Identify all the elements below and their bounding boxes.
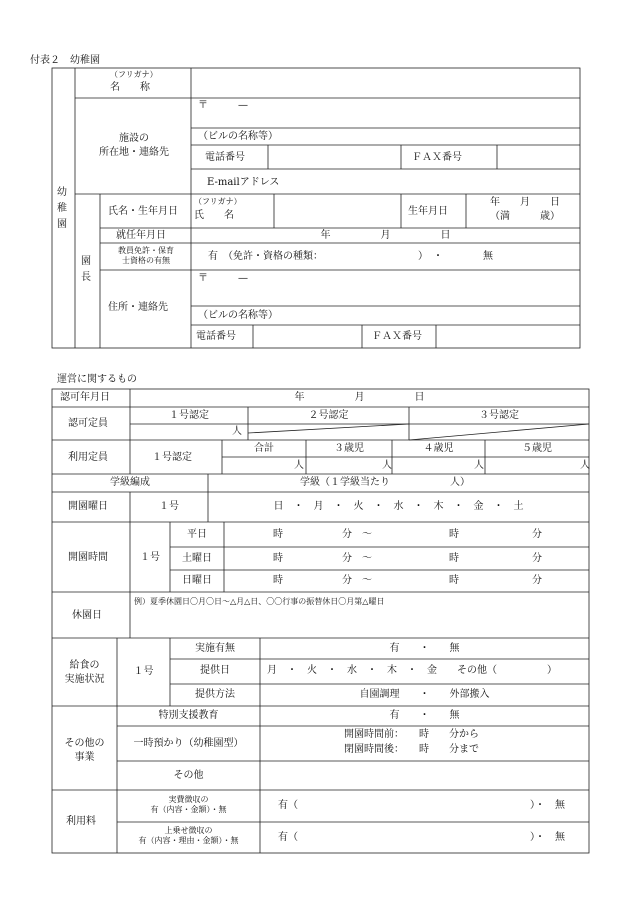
sunday-end-hour[interactable]: 時: [449, 575, 459, 586]
director-building-field[interactable]: （ビルの名称等）: [198, 310, 278, 321]
usage-age3-label: ３歳児: [334, 443, 364, 454]
weekday-start-hour[interactable]: 時: [273, 529, 283, 540]
extra-fee-field[interactable]: 有（: [278, 832, 298, 843]
extra-fee-label: 上乗せ徴収の 有（内容・理由・金額）・無: [138, 826, 239, 845]
class-field[interactable]: 学級（１学級当たり 人）: [300, 477, 470, 488]
other-field[interactable]: [262, 763, 588, 789]
sunday-label: 日曜日: [182, 575, 212, 586]
weekday-label: 平日: [187, 529, 207, 540]
facility-tel-field[interactable]: [270, 146, 400, 168]
kindergarten-vertical-label: 幼稚園: [57, 187, 67, 230]
director-dob-field[interactable]: 年 月 日: [490, 197, 560, 208]
meal-days-label: 提供日: [200, 665, 230, 676]
usage-total-unit: 人: [294, 460, 304, 471]
extra-fee-end: ）・ 無: [530, 832, 565, 843]
sunday-start-hour[interactable]: 時: [273, 575, 283, 586]
saturday-label: 土曜日: [182, 553, 212, 564]
weekday-end-minute[interactable]: 分: [532, 529, 542, 540]
weekday-end-hour[interactable]: 時: [449, 529, 459, 540]
director-name-label: 氏 名: [194, 210, 234, 221]
director-fax-label: ＦＡＸ番号: [372, 331, 422, 342]
saturday-end-minute[interactable]: 分: [532, 553, 542, 564]
director-fax-field[interactable]: [438, 326, 579, 347]
capacity-cert3-label: ３号認定: [479, 410, 519, 421]
meal-method-field[interactable]: 自園調理 ・ 外部搬入: [359, 689, 490, 700]
facility-tel-label: 電話番号: [205, 152, 245, 163]
facility-email-label: E-mailアドレス: [207, 177, 280, 188]
director-start-label: 就任年月日: [116, 230, 166, 241]
name-label: 名 称: [110, 82, 150, 93]
facility-building-field[interactable]: （ビルの名称等）: [198, 131, 278, 142]
director-start-field[interactable]: 年 月 日: [320, 230, 451, 241]
director-license-field[interactable]: 有 （免許・資格の種類： ） ・ 無: [208, 251, 493, 262]
facility-fax-field[interactable]: [499, 146, 579, 168]
saturday-start-minute[interactable]: 分 ～: [342, 553, 372, 564]
facility-postal-field[interactable]: 〒 —: [198, 100, 248, 111]
director-vertical-label: 園長: [81, 256, 91, 283]
usage-label: 利用定員: [68, 452, 108, 463]
open-days-cert: １号: [159, 501, 179, 512]
approval-date-field[interactable]: 年 月 日: [294, 392, 425, 403]
actual-cost-end: ）・ 無: [530, 800, 565, 811]
name-furigana-label: （フリガナ）: [110, 70, 158, 79]
actual-cost-field[interactable]: 有（: [278, 800, 298, 811]
meal-method-label: 提供方法: [195, 689, 235, 700]
director-postal-field[interactable]: 〒 —: [198, 273, 248, 284]
open-days-label: 開園曜日: [68, 501, 108, 512]
sunday-start-minute[interactable]: 分 ～: [342, 575, 372, 586]
usage-cert-label: １号認定: [152, 452, 192, 463]
facility-fax-label: ＦＡＸ番号: [412, 152, 462, 163]
usage-age5-unit: 人: [580, 460, 590, 471]
sunday-end-minute[interactable]: 分: [532, 575, 542, 586]
meal-days-field[interactable]: 月 ・ 火 ・ 水 ・ 木 ・ 金 その他（ ）: [267, 665, 557, 676]
meal-impl-field[interactable]: 有 ・ 無: [389, 643, 460, 654]
operation-heading: 運営に関するもの: [57, 374, 137, 385]
open-days-field[interactable]: 日 ・ 月 ・ 火 ・ 水 ・ 木 ・ 金 ・ 土: [273, 501, 524, 512]
director-age-field[interactable]: （満 歳）: [490, 211, 560, 222]
capacity-cert2-label: ２号認定: [308, 410, 349, 421]
weekday-start-minute[interactable]: 分 ～: [342, 529, 372, 540]
usage-age3-unit: 人: [382, 460, 392, 471]
usage-total-label: 合計: [254, 443, 274, 454]
usage-age4-unit: 人: [474, 460, 484, 471]
capacity-label: 認可定員: [68, 418, 108, 429]
capacity-cert1-unit: 人: [232, 426, 242, 437]
other-business-label: その他の 事業: [64, 738, 105, 763]
closed-label: 休園日: [72, 610, 102, 621]
usage-age5-label: ５歳児: [522, 443, 552, 454]
director-license-label: 教員免許・保育 士資格の有無: [118, 246, 174, 265]
saturday-start-hour[interactable]: 時: [273, 553, 283, 564]
approval-date-label: 認可年月日: [60, 392, 110, 403]
capacity-cert1-label: １号認定: [169, 410, 209, 421]
meal-label: 給食の 実施状況: [64, 660, 105, 685]
special-ed-label: 特別支援教育: [158, 710, 219, 721]
director-tel-label: 電話番号: [196, 331, 236, 342]
temp-care-label: 一時預かり（幼稚園型）: [133, 738, 244, 749]
other-label: その他: [173, 770, 204, 781]
usage-age4-label: ４歳児: [423, 443, 454, 454]
director-name-dob-label: 氏名・生年月日: [108, 206, 178, 217]
director-dob-label: 生年月日: [408, 206, 448, 217]
facility-name-field[interactable]: [192, 70, 580, 97]
temp-care-after-field[interactable]: 閉園時間後： 時 分まで: [344, 744, 479, 755]
class-label: 学級編成: [110, 477, 150, 488]
special-ed-field[interactable]: 有 ・ 無: [389, 710, 460, 721]
facility-address-label: 施設の 所在地・連絡先: [99, 133, 169, 158]
saturday-end-hour[interactable]: 時: [449, 553, 459, 564]
meal-impl-label: 実施有無: [195, 643, 235, 654]
temp-care-before-field[interactable]: 開園時間前： 時 分から: [344, 729, 479, 740]
director-name-field[interactable]: [276, 196, 400, 227]
hours-cert: １号: [140, 552, 160, 563]
meal-cert: １号: [133, 666, 154, 677]
director-furigana-label: （フリガナ）: [194, 197, 242, 206]
closed-example[interactable]: 例）夏季休園日〇月〇日～△月△日、〇〇行事の振替休日〇月第△曜日: [134, 597, 385, 606]
director-address-label: 住所・連絡先: [108, 302, 168, 313]
actual-cost-label: 実費徴収の 有（内容・金額）・無: [150, 795, 227, 814]
page-title: 付表２ 幼稚園: [30, 55, 100, 66]
fee-label: 利用料: [66, 816, 96, 827]
hours-label: 開園時間: [68, 552, 108, 563]
director-tel-field[interactable]: [255, 326, 361, 347]
